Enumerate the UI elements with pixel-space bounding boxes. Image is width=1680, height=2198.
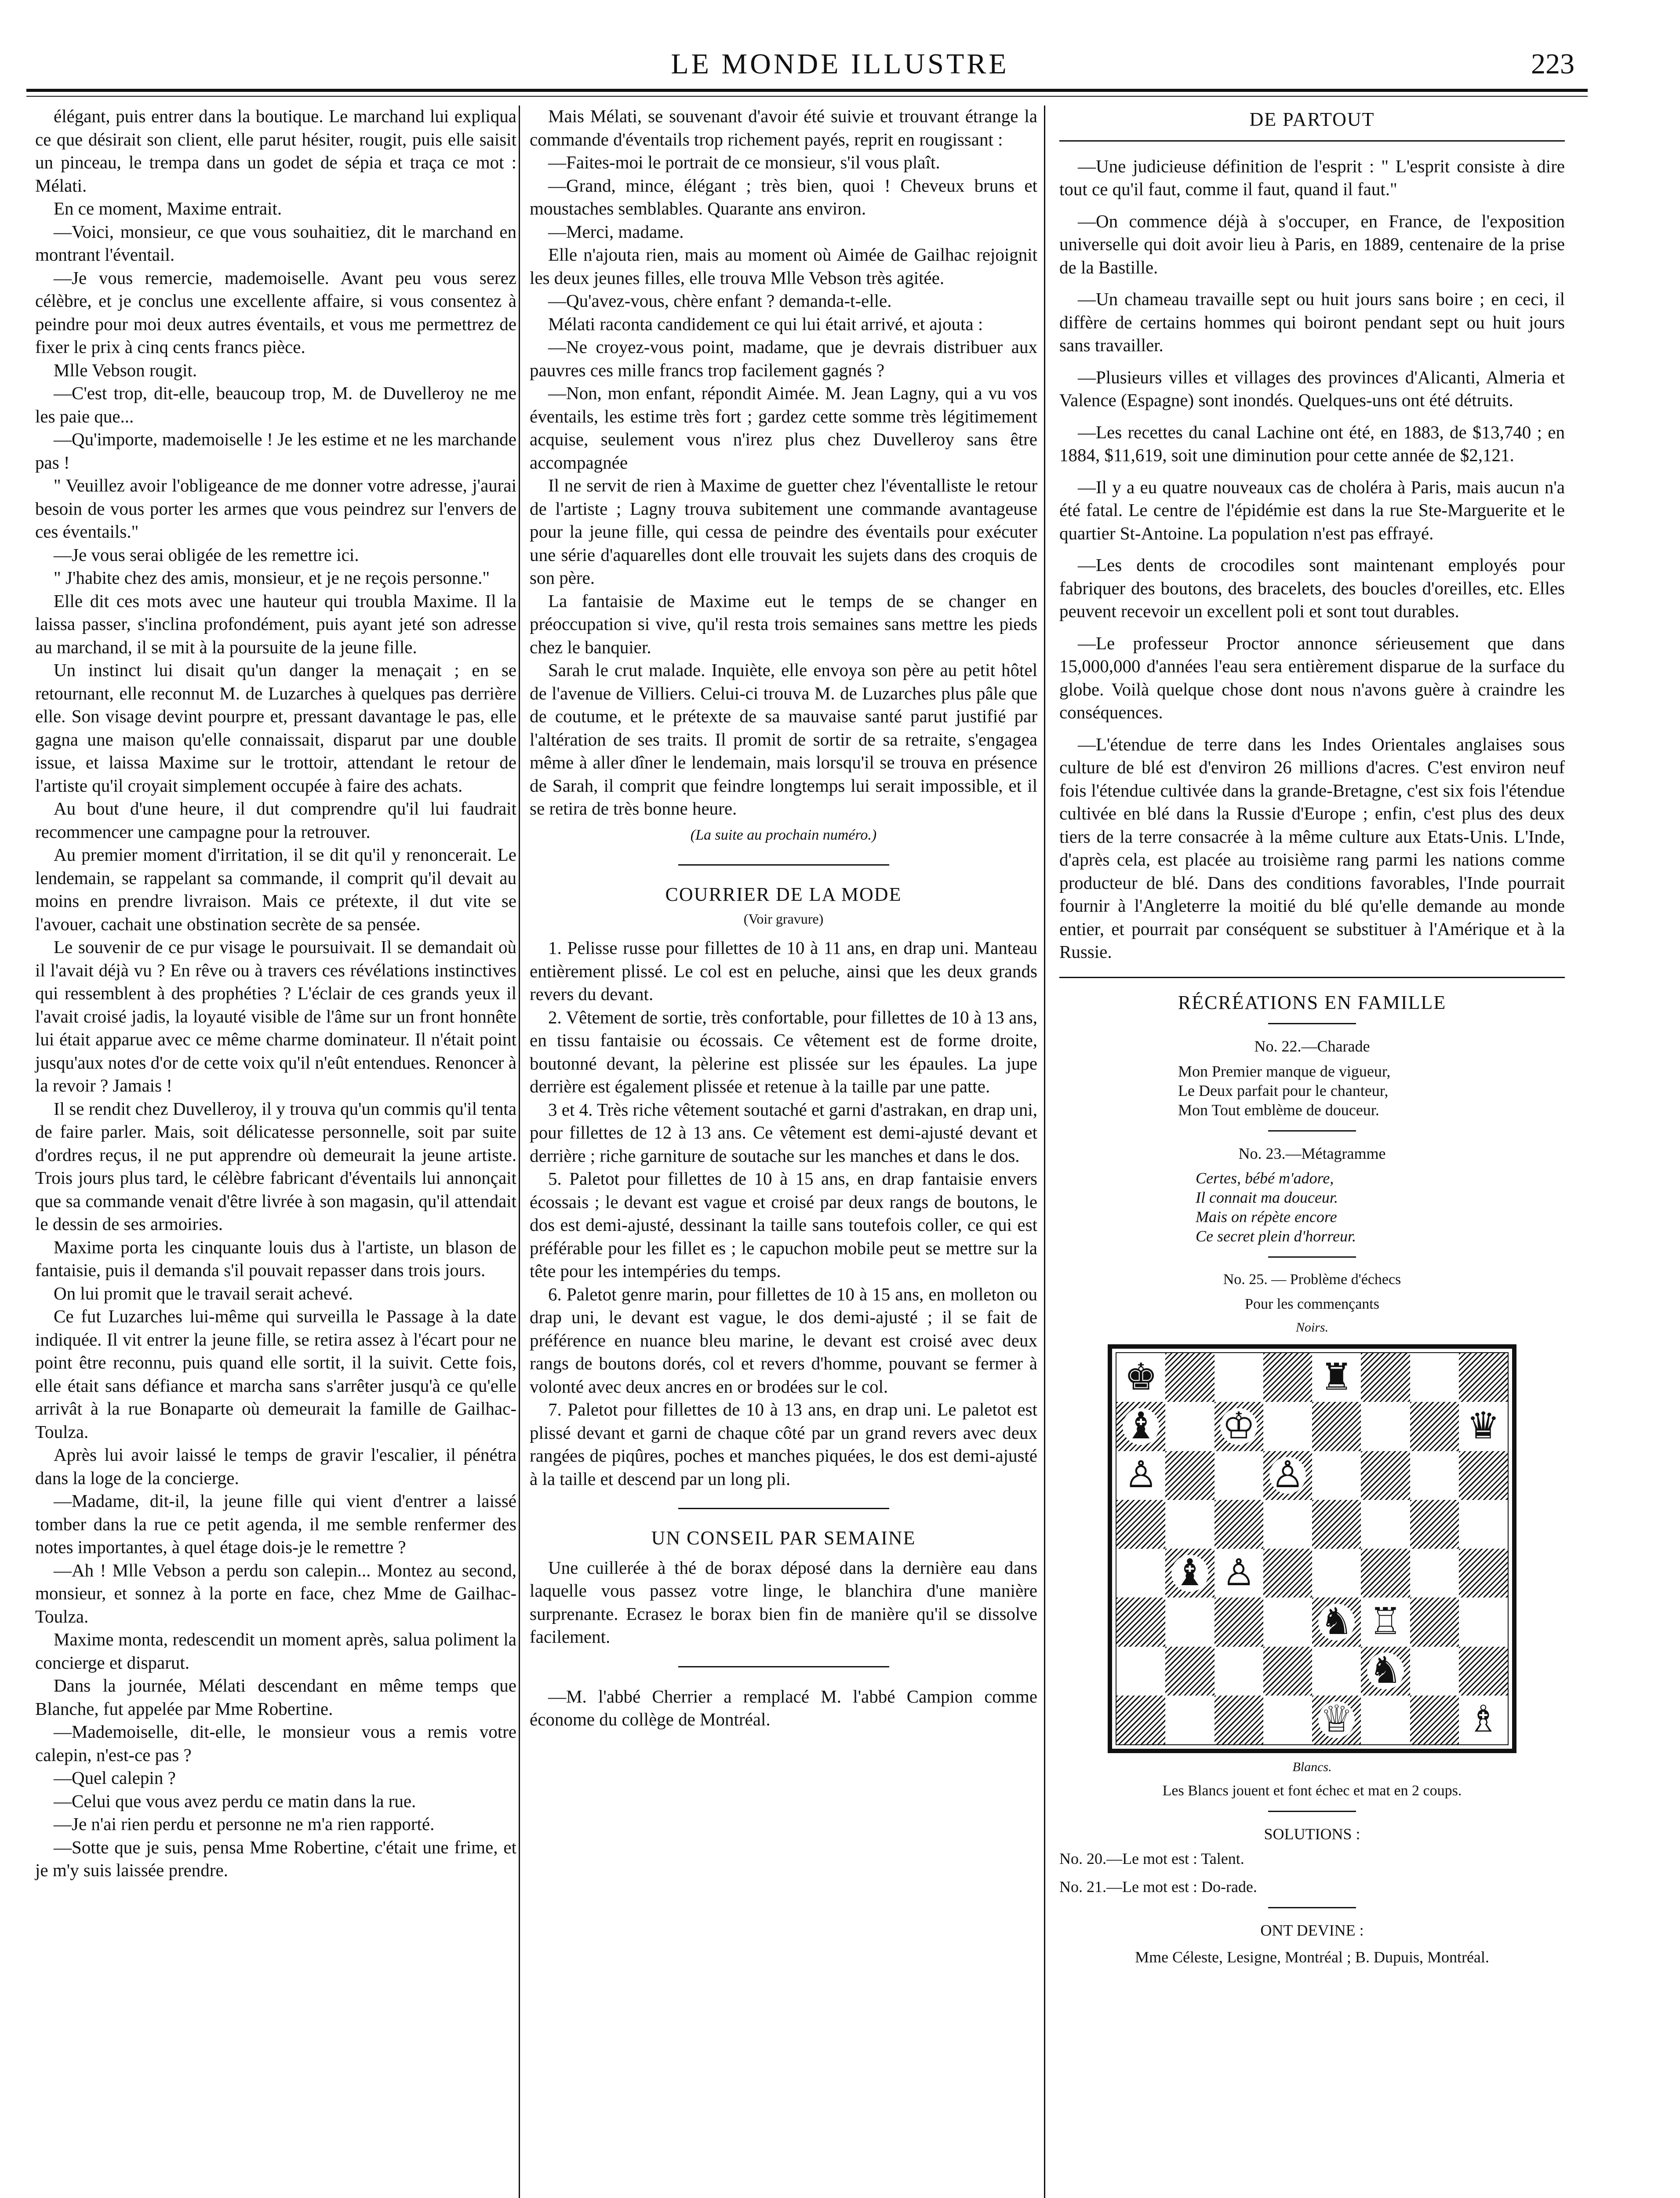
chess-square	[1215, 1500, 1263, 1549]
conseil-text: Une cuillerée à thé de borax déposé dans la dernière eau dans laquelle vous passez votre linge, le blanchira d'une manière surprenante. Ecrasez le borax bien fin de manière qu'il se dissolve facilement.	[530, 1557, 1037, 1647]
chess-square	[1459, 1696, 1508, 1744]
chess-problem-heading: No. 25. — Problème d'échecs	[1223, 1271, 1401, 1288]
story-paragraph: —Sotte que je suis, pensa Mme Robertine, c'était une frime, et je m'y suis laissée prendre.	[35, 1837, 516, 1880]
story-paragraph: —Celui que vous avez perdu ce matin dans la rue.	[54, 1790, 416, 1811]
chess-square	[1165, 1647, 1214, 1696]
black-rook-icon: ♜	[1318, 1359, 1355, 1396]
verse-line: Ce secret plein d'horreur.	[1196, 1227, 1356, 1245]
white-pawn-icon: ♙	[1123, 1457, 1159, 1494]
chess-square	[1263, 1451, 1312, 1500]
white-queen-icon: ♕	[1318, 1701, 1355, 1738]
story-paragraph: Après lui avoir laissé le temps de gravir l'escalier, il pénétra dans la loge de la concierge.	[35, 1445, 516, 1488]
chess-square	[1116, 1549, 1165, 1598]
story-paragraph: —Non, mon enfant, répondit Aimée. M. Jean Lagny, qui a vu vos éventails, les estime très fort ; gardez cette somme très légitimement acquise, seulement vous n'irez plus chez Duvelleroy sans être accompagnée	[530, 383, 1037, 473]
chess-square	[1263, 1696, 1312, 1744]
story-paragraph: —Grand, mince, élégant ; très bien, quoi ! Cheveux bruns et moustaches semblables. Quarante ans environ.	[530, 175, 1037, 218]
chess-square	[1165, 1549, 1214, 1598]
story-paragraph: —Madame, dit-il, la jeune fille qui vient d'entrer a laissé tomber dans la rue ce petit agenda, il me semble renfermer des notes importantes, à quel étage dois-je le remettre ?	[35, 1491, 516, 1557]
black-bishop-icon: ♝	[1123, 1408, 1159, 1445]
courrier-mode-items	[530, 936, 1037, 1490]
story-paragraph: —Mademoiselle, dit-elle, le monsieur vous a remis votre calepin, n'est-ce pas ?	[35, 1721, 516, 1765]
verse-line: Certes, bébé m'adore,	[1196, 1169, 1334, 1187]
story-paragraph: Elle dit ces mots avec une hauteur qui troubla Maxime. Il la laissa passer, s'inclina profondément, puis ayant jeté son adresse au marchand, il se mit à la poursuite de la jeune fille.	[35, 590, 516, 657]
chess-square	[1312, 1402, 1361, 1451]
chess-square	[1263, 1549, 1312, 1598]
chess-board	[1116, 1352, 1509, 1745]
white-king-icon: ♔	[1220, 1408, 1257, 1445]
chess-square	[1459, 1353, 1508, 1402]
chess-square	[1215, 1549, 1263, 1598]
story-paragraph: Le souvenir de ce pur visage le poursuivait. Il se demandait où il l'avait déjà vu ? En rêve ou à travers ces révélations instinctives qui ressemblent à des prophéties ? L'éclair de ces grands yeux il l'avait croisé jadis, la loyauté visible de l'âme sur un front honnête lui était apparue avec ce même charme dominateur. Il n'était point jusqu'aux notes d'or de cette voix qu'il n'eût entendues. Renoncer à la revoir ? Jamais !	[35, 937, 516, 1095]
metagramme-verse	[1059, 1168, 1565, 1246]
chess-square	[1410, 1598, 1459, 1646]
fashion-item: 2. Vêtement de sortie, très confortable, pour fillettes de 10 à 13 ans, en tissu fantaisie ou écossais. Ce vêtement est de forme droite, boutonné devant, la pèlerine est plissée sur les épaules. La jupe derrière est également plissée et retenue à la taille par une patte.	[530, 1007, 1037, 1096]
chess-square	[1116, 1696, 1165, 1744]
chess-square	[1459, 1598, 1508, 1646]
white-side-label: Blancs.	[1292, 1760, 1332, 1774]
news-item: —Il y a eu quatre nouveaux cas de choléra à Paris, mais aucun n'a été fatal. Le centre de l'épidémie est dans la rue Ste-Marguerite et le quartier St-Antoine. La population n'est pas effrayé.	[1059, 477, 1565, 543]
chess-square	[1410, 1451, 1459, 1500]
chess-caption: Les Blancs jouent et font échec et mat en 2 coups.	[1162, 1782, 1462, 1799]
story-paragraph: " Veuillez avoir l'obligeance de me donner votre adresse, j'aurai besoin de vous porter les armes que vous peindrez sur l'envers de ces éventails."	[35, 475, 516, 542]
section-rule	[1268, 1907, 1356, 1908]
verse-line: Mon Premier manque de vigueur,	[1178, 1062, 1391, 1080]
chess-square	[1312, 1549, 1361, 1598]
chess-square	[1459, 1647, 1508, 1696]
chess-square	[1165, 1402, 1214, 1451]
chess-square	[1459, 1402, 1508, 1451]
ont-devine-text: Mme Céleste, Lesigne, Montréal ; B. Dupuis, Montréal.	[1135, 1948, 1489, 1966]
story-paragraph: —Je vous remercie, mademoiselle. Avant peu vous serez célèbre, et je conclus une excellente affaire, si vous consentez à peindre pour moi deux autres éventails, et vous me permettrez de fixer le prix à cinq cents francs pièce.	[35, 267, 516, 357]
chess-square	[1263, 1500, 1312, 1549]
solution-line: No. 20.—Le mot est : Talent.	[1059, 1850, 1244, 1867]
chess-square	[1263, 1647, 1312, 1696]
verse-line: Mais on répète encore	[1196, 1208, 1337, 1226]
white-pawn-icon: ♙	[1269, 1457, 1306, 1494]
chess-square	[1361, 1598, 1410, 1646]
to-be-continued-note: (La suite au prochain numéro.)	[690, 826, 877, 843]
charade-verse	[1059, 1062, 1565, 1120]
story-paragraph: Maxime monta, redescendit un moment après, salua poliment la concierge et disparut.	[35, 1629, 516, 1673]
column-divider-1	[519, 106, 520, 2198]
story-paragraph: —Je n'ai rien perdu et personne ne m'a rien rapporté.	[54, 1814, 435, 1834]
story-paragraph: —Quel calepin ?	[54, 1768, 176, 1788]
verse-line: Le Deux parfait pour le chanteur,	[1178, 1081, 1389, 1099]
chess-square	[1410, 1696, 1459, 1744]
black-knight-icon: ♞	[1367, 1652, 1404, 1689]
chess-square	[1361, 1549, 1410, 1598]
news-item: —Les dents de crocodiles sont maintenant employés pour fabriquer des boutons, des bracelets, des boucles d'oreilles, etc. Elles peuvent recevoir un excellent poli et sont tout durables.	[1059, 555, 1565, 621]
fashion-item: 1. Pelisse russe pour fillettes de 10 à 11 ans, en drap uni. Manteau entièrement plissé. Le col est en peluche, ainsi que les deux grands revers du devant.	[530, 938, 1037, 1004]
chess-square	[1361, 1500, 1410, 1549]
charade-heading: No. 22.—Charade	[1254, 1037, 1370, 1055]
solutions-title: SOLUTIONS :	[1264, 1825, 1360, 1843]
chess-square	[1215, 1647, 1263, 1696]
column-3	[1059, 105, 1565, 1977]
story-paragraph: —Ne croyez-vous point, madame, que je devrais distribuer aux pauvres ces mille francs trop facilement gagnés ?	[530, 337, 1037, 380]
story-paragraph: En ce moment, Maxime entrait.	[54, 198, 282, 218]
black-bishop-icon: ♝	[1171, 1555, 1208, 1592]
news-item: —On commence déjà à s'occuper, en France, de l'exposition universelle qui doit avoir lieu à Paris, en 1889, centenaire de la prise de la Bastille.	[1059, 211, 1565, 277]
chess-square	[1116, 1647, 1165, 1696]
story-paragraph: Il se rendit chez Duvelleroy, il y trouva qu'un commis qu'il tenta de faire parler. Mais, soit délicatesse personnelle, soit par suite d'ordres reçus, il ne put apprendre où demeurait la jeune artiste. Trois jours plus tard, le célèbre fabricant d'éventails lui annonçait que sa commande venait d'être livrée à son magasin, qu'il attendait le dessin de ses armoiries.	[35, 1098, 516, 1234]
story-paragraph: Mlle Vebson rougit.	[54, 360, 197, 380]
story-paragraph: —Merci, madame.	[548, 221, 684, 242]
chess-square	[1410, 1353, 1459, 1402]
story-paragraph: —Je vous serai obligée de les remettre ici.	[54, 544, 359, 565]
chess-square	[1263, 1402, 1312, 1451]
chess-square	[1312, 1696, 1361, 1744]
conseil-title: UN CONSEIL PAR SEMAINE	[651, 1527, 916, 1549]
story-paragraph: Il ne servit de rien à Maxime de guetter chez l'éventalliste le retour de l'artiste ; Lagny trouva subitement une commande avantageuse pour la jeune fille, qui cessa de peindre des éventails pour exécuter une série d'aquarelles dont elle trouvait les sujets dans des croquis de son père.	[530, 475, 1037, 588]
ont-devine-block	[1059, 1946, 1565, 1969]
chess-square	[1116, 1353, 1165, 1402]
black-knight-icon: ♞	[1318, 1604, 1355, 1641]
chess-square	[1215, 1598, 1263, 1646]
news-item: —L'étendue de terre dans les Indes Orientales anglaises sous culture de blé est d'environ 26 millions d'acres. C'est environ neuf fois l'étendue cultivée dans la grande-Bretagne, c'est six fois l'étendue cultivée en blé dans la Russie d'Europe ; enfin, c'est plus des deux tiers de la terre consacrée à la même culture aux Etats-Unis. L'Inde, d'après cela, est placée au troisième rang parmi les nations comme producteur de blé. Dans des conditions favorables, l'Inde pourrait fournir à l'Angleterre la moitié du blé qu'elle demande au monde entier, et pourrait par conséquent se substituer à l'Amérique et à la Russie.	[1059, 734, 1565, 962]
chess-square	[1410, 1549, 1459, 1598]
verse-line: Mon Tout emblème de douceur.	[1178, 1101, 1379, 1119]
fashion-item: 6. Paletot genre marin, pour fillettes de 10 à 15 ans, en molleton ou drap uni, le devant est vague, le dos demi-ajusté ; il se fait de préférence en nuance bleu marine, le devant est croisé avec deux rangs de boutons dorés, col et revers d'homme, pouvant se fermer à volonté avec deux ancres en or brodées sur le col.	[530, 1284, 1037, 1397]
fashion-item: 7. Paletot pour fillettes de 10 à 13 ans, en drap uni. Le paletot est plissé devant et garni de chaque côté par un grand revers avec deux rangées de piqûres, poches et manches piquées, le dos est demi-ajusté à la taille et descend par un long pli.	[530, 1399, 1037, 1489]
section-rule	[1268, 1256, 1356, 1258]
chess-square	[1459, 1500, 1508, 1549]
chess-square	[1312, 1598, 1361, 1646]
de-partout-title: DE PARTOUT	[1249, 109, 1375, 130]
black-queen-icon: ♛	[1465, 1408, 1502, 1445]
news-item: —Plusieurs villes et villages des provinces d'Alicanti, Almeria et Valence (Espagne) sont inondés. Quelques-uns ont été détruits.	[1059, 367, 1565, 410]
chess-problem-subheading: Pour les commençants	[1245, 1296, 1379, 1312]
chess-square	[1361, 1696, 1410, 1744]
story-paragraph: Elle n'ajouta rien, mais au moment où Aimée de Gailhac rejoignit les deux jeunes filles, elle trouva Mlle Vebson très agitée.	[530, 244, 1037, 288]
story-paragraph: —Qu'avez-vous, chère enfant ? demanda-t-elle.	[548, 291, 892, 311]
black-king-icon: ♚	[1123, 1359, 1159, 1396]
news-item: —Les recettes du canal Lachine ont été, en 1883, de $13,740 ; en 1884, $11,619, soit une diminution pour cette année de $2,121.	[1059, 422, 1565, 465]
chess-square	[1312, 1353, 1361, 1402]
white-pawn-icon: ♙	[1220, 1555, 1257, 1592]
chess-square	[1215, 1696, 1263, 1744]
white-rook-icon: ♖	[1367, 1604, 1404, 1641]
page-number: 223	[1531, 48, 1575, 80]
story-text	[35, 105, 516, 1882]
recreations-title: RÉCRÉATIONS EN FAMILLE	[1178, 991, 1447, 1013]
story-paragraph: Maxime porta les cinquante louis dus à l'artiste, un blason de fantaisie, puis il demanda s'il pouvait repasser dans trois jours.	[35, 1237, 516, 1280]
section-rule	[678, 1666, 889, 1667]
section-rule	[678, 864, 889, 866]
story-paragraph: —C'est trop, dit-elle, beaucoup trop, M. de Duvelleroy ne me les paie que...	[35, 383, 516, 426]
story-paragraph: —Ah ! Mlle Vebson a perdu son calepin... Montez au second, monsieur, et sonnez à la porte en face, chez Mme de Gailhac-Toulza.	[35, 1560, 516, 1627]
black-side-label: Noirs.	[1295, 1320, 1329, 1335]
chess-square	[1410, 1402, 1459, 1451]
chess-square	[1165, 1451, 1214, 1500]
section-rule	[678, 1508, 889, 1509]
chess-square	[1215, 1353, 1263, 1402]
chess-square	[1215, 1451, 1263, 1500]
chess-square	[1459, 1451, 1508, 1500]
masthead-thick-rule	[26, 89, 1588, 92]
chess-square	[1116, 1598, 1165, 1646]
verse-line: Il connait ma douceur.	[1196, 1189, 1338, 1206]
solution-line: No. 21.—Le mot est : Do-rade.	[1059, 1878, 1257, 1896]
metagramme-heading: No. 23.—Métagramme	[1238, 1144, 1386, 1162]
chess-square	[1215, 1402, 1263, 1451]
chess-square	[1116, 1451, 1165, 1500]
chess-square	[1165, 1500, 1214, 1549]
story-paragraph: élégant, puis entrer dans la boutique. Le marchand lui expliqua ce que désirait son client, elle parut hésiter, rougit, puis elle saisit un pinceau, le trempa dans un godet de sépia et traça ce mot : Mélati.	[35, 106, 516, 196]
newspaper-title: LE MONDE ILLUSTRE	[671, 48, 1009, 80]
news-item: —Un chameau travaille sept ou huit jours sans boire ; en ceci, il diffère de certains hommes qui boiront pendant sept ou huit jours sans travailler.	[1059, 289, 1565, 355]
fashion-item: 5. Paletot pour fillettes de 10 à 15 ans, en drap fantaisie envers écossais ; le devant est vague et croisé par deux rangs de boutons, le dos est demi-ajusté, dessinant la taille sans toutefois coller, ce qui est préférable pour les fillet es ; le capuchon mobile peut se mettre sur la tête pour les intempéries du temps.	[530, 1168, 1037, 1281]
chess-square	[1410, 1647, 1459, 1696]
story-paragraph: Au bout d'une heure, il dut comprendre qu'il lui faudrait recommencer une campagne pour la retrouver.	[35, 798, 516, 842]
white-bishop-icon: ♗	[1465, 1701, 1502, 1738]
story-continuation	[530, 105, 1037, 820]
college-note: —M. l'abbé Cherrier a remplacé M. l'abbé Campion comme économe du collège de Montréal.	[530, 1686, 1037, 1729]
news-item: —Le professeur Proctor annonce sérieusement que dans 15,000,000 d'années l'eau sera entièrement disparue de la surface du globe. Voilà quelque chose dont nous n'avons guère à craindre les conséquences.	[1059, 633, 1565, 722]
chess-square	[1165, 1598, 1214, 1646]
story-paragraph: La fantaisie de Maxime eut le temps de se changer en préoccupation si vive, qu'il resta trois semaines sans mettre les pieds chez le banquier.	[530, 590, 1037, 657]
story-paragraph: Dans la journée, Mélati descendant en même temps que Blanche, fut appelée par Mme Robertine.	[35, 1675, 516, 1719]
chess-square	[1361, 1647, 1410, 1696]
section-rule	[1059, 140, 1565, 142]
section-rule	[1059, 977, 1565, 978]
masthead-thin-rule	[26, 96, 1588, 97]
story-paragraph: Ce fut Luzarches lui-même qui surveilla le Passage à la date indiquée. Il vit entrer la jeune fille, se retira assez à l'écart pour ne point être reconnu, puis quand elle sortit, il la suivit. Cette fois, elle était sans défiance et marcha sans s'arrêter jusqu'à ce qu'elle arrivât à la rue Bonaparte où demeurait la famille de Gailhac-Toulza.	[35, 1306, 516, 1442]
story-paragraph: " J'habite chez des amis, monsieur, et je ne reçois personne."	[54, 568, 490, 588]
courrier-mode-title: COURRIER DE LA MODE	[665, 884, 902, 905]
chess-square	[1312, 1647, 1361, 1696]
chess-square	[1165, 1696, 1214, 1744]
story-paragraph: —Faites-moi le portrait de ce monsieur, s'il vous plaît.	[548, 152, 940, 172]
story-paragraph: —Voici, monsieur, ce que vous souhaitiez, dit le marchand en montrant l'éventail.	[35, 221, 516, 265]
news-item: —Une judicieuse définition de l'esprit : " L'esprit consiste à dire tout ce qu'il faut, comme il faut, quand il faut."	[1059, 156, 1565, 199]
column-divider-2	[1044, 106, 1045, 2198]
ont-devine-title: ONT DEVINE :	[1260, 1921, 1364, 1939]
chess-square	[1312, 1451, 1361, 1500]
story-paragraph: —Qu'importe, mademoiselle ! Je les estime et ne les marchande pas !	[35, 429, 516, 473]
chess-square	[1116, 1402, 1165, 1451]
solutions-list	[1059, 1849, 1565, 1896]
chess-square	[1361, 1451, 1410, 1500]
chess-square	[1312, 1500, 1361, 1549]
column-2	[530, 105, 1037, 1731]
section-rule	[1268, 1811, 1356, 1812]
section-rule	[1268, 1130, 1356, 1132]
column-1-story	[35, 105, 516, 1882]
chess-square	[1263, 1598, 1312, 1646]
story-paragraph: Mélati raconta candidement ce qui lui était arrivé, et ajouta :	[548, 313, 983, 334]
chess-square	[1361, 1353, 1410, 1402]
fashion-item: 3 et 4. Très riche vêtement soutaché et garni d'astrakan, en drap uni, pour fillettes de 12 à 13 ans. Ce vêtement est demi-ajusté devant et derrière ; riche garniture de soutache sur les manches et dans le dos.	[530, 1099, 1037, 1166]
chess-square	[1459, 1549, 1508, 1598]
chess-board-frame	[1108, 1344, 1516, 1753]
story-paragraph: On lui promit que le travail serait achevé.	[54, 1283, 353, 1303]
section-rule	[1268, 1023, 1356, 1024]
chess-square	[1410, 1500, 1459, 1549]
de-partout-items	[1059, 155, 1565, 964]
courrier-mode-subtitle: (Voir gravure)	[743, 910, 824, 927]
story-paragraph: Au premier moment d'irritation, il se dit qu'il y renoncerait. Le lendemain, se rappelant sa commande, il comprit qu'il devait au moins en prendre livraison. Mais ce prétexte, il dut vite se l'avouer, cachait une obstination secrète de sa pensée.	[35, 844, 516, 934]
story-paragraph: Un instinct lui disait qu'un danger la menaçait ; en se retournant, elle reconnut M. de Luzarches à quelques pas derrière elle. Son visage devint pourpre et, pressant davantage le pas, elle gagna une maison qu'elle connaissait, disparut par une double issue, et laissa Maxime sur le trottoir, attendant le retour de l'artiste qu'il croyait simplement occupée à faire des achats.	[35, 660, 516, 796]
chess-square	[1361, 1402, 1410, 1451]
chess-square	[1165, 1353, 1214, 1402]
story-paragraph: Mais Mélati, se souvenant d'avoir été suivie et trouvant étrange la commande d'éventails trop richement payés, reprit en rougissant :	[530, 106, 1037, 149]
chess-square	[1116, 1500, 1165, 1549]
masthead	[0, 0, 1680, 101]
story-paragraph: Sarah le crut malade. Inquiète, elle envoya son père au petit hôtel de l'avenue de Villiers. Celui-ci trouva M. de Luzarches plus pâle que de coutume, et le prétexte de sa mauvaise santé parut justifié par l'altération de ses traits. Il promit de sortir de sa retraite, s'engagea même à aller dîner le lendemain, mais lorsqu'il se trouva en présence de Sarah, il comprit que feindre longtemps lui serait impossible, et il se retira de très bonne heure.	[530, 660, 1037, 819]
chess-square	[1263, 1353, 1312, 1402]
